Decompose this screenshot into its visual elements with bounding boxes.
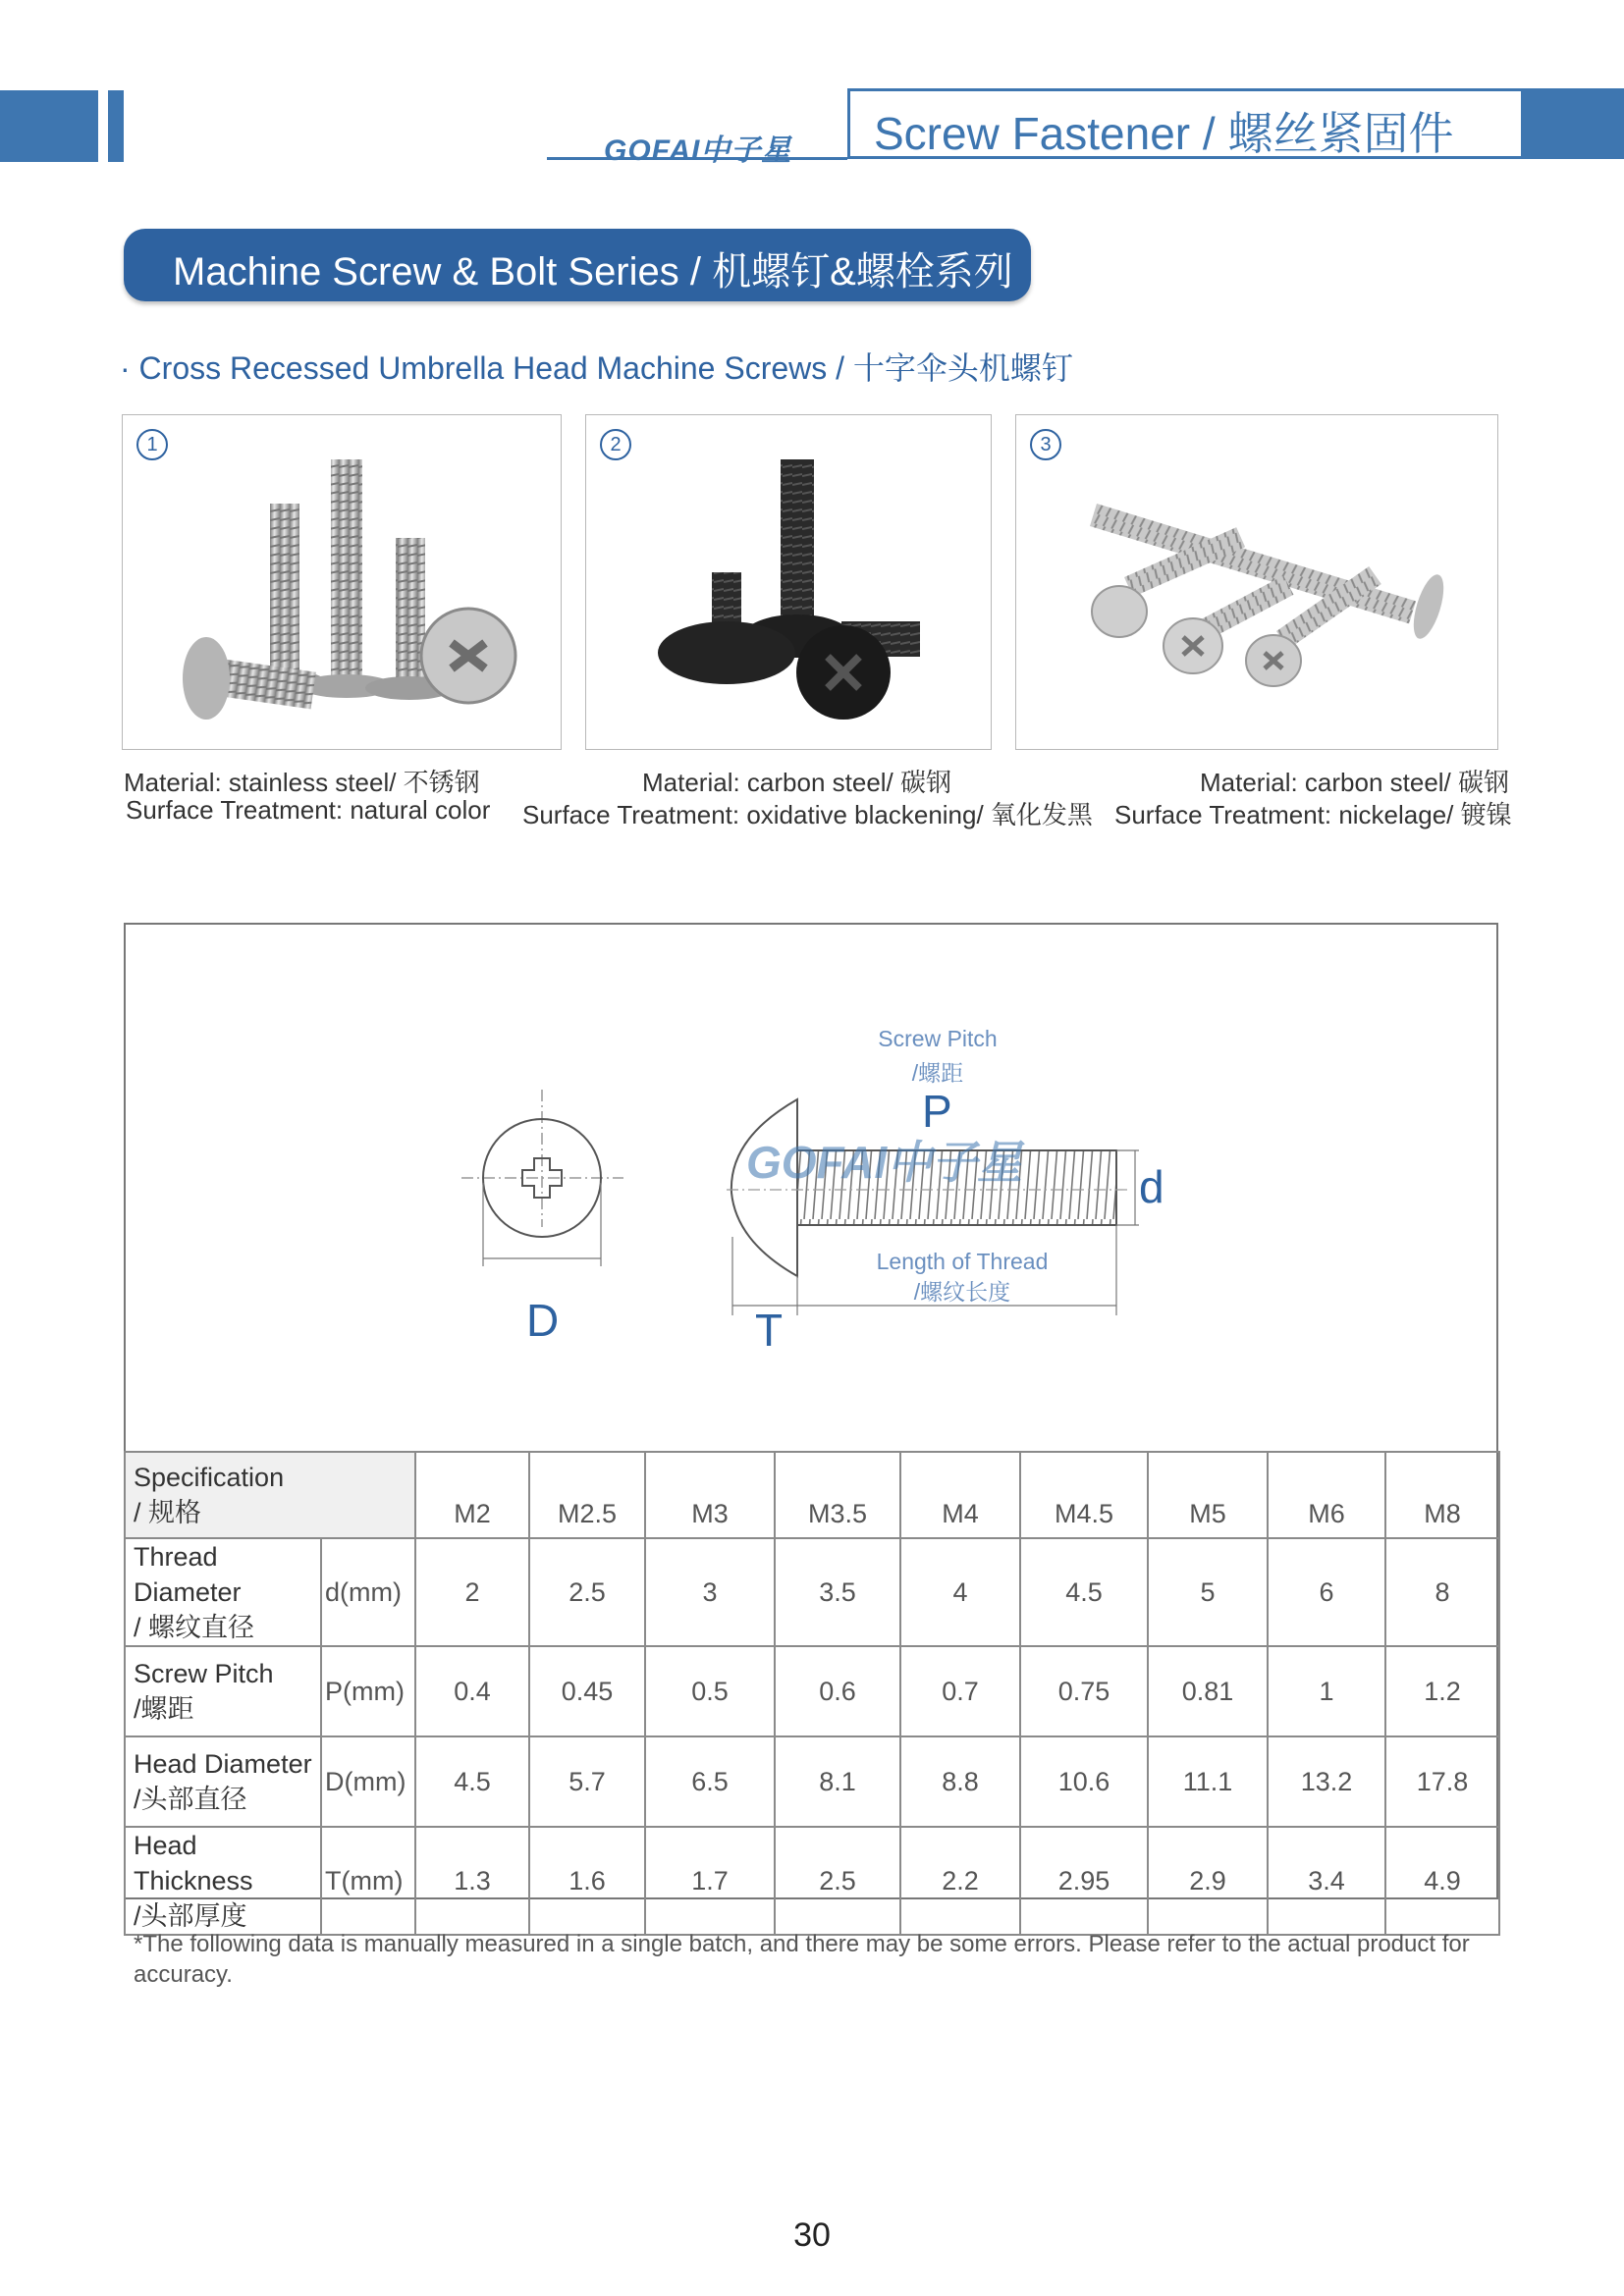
page-title: Screw Fastener / 螺丝紧固件 [874, 108, 1454, 159]
product-photo-3 [1015, 414, 1498, 750]
size-header: M2.5 [529, 1452, 645, 1538]
product-1-surface: Surface Treatment: natural color [126, 795, 491, 825]
size-header: M3 [645, 1452, 775, 1538]
product-subheading: · Cross Recessed Umbrella Head Machine Screws / 十字伞头机螺钉 [120, 350, 1073, 386]
row-unit: T(mm) [321, 1827, 415, 1935]
table-cell: 8 [1385, 1538, 1499, 1646]
row-label-en: Head Diameter [134, 1749, 312, 1779]
table-cell: 5 [1148, 1538, 1268, 1646]
table-cell: 6 [1268, 1538, 1385, 1646]
table-cell: 0.4 [415, 1646, 529, 1736]
row-label-en: Head Thickness [134, 1831, 253, 1896]
pitch-letter: P [922, 1086, 952, 1137]
row-label-en: Screw Pitch [134, 1659, 274, 1688]
spec-header-cn: / 规格 [134, 1498, 202, 1527]
table-cell: 0.6 [775, 1646, 900, 1736]
row-label-en: Thread Diameter [134, 1542, 242, 1607]
table-cell: 17.8 [1385, 1736, 1499, 1827]
brand-logo: GOFAI中子星 [604, 134, 792, 167]
table-cell: 0.7 [900, 1646, 1020, 1736]
product-2-material: Material: carbon steel/ 碳钢 [642, 768, 952, 797]
table-cell: 3 [645, 1538, 775, 1646]
table-cell: 3.5 [775, 1538, 900, 1646]
table-cell: 3.4 [1268, 1827, 1385, 1935]
row-unit: P(mm) [321, 1646, 415, 1736]
spec-header-cell [125, 1452, 415, 1538]
table-cell: 0.81 [1148, 1646, 1268, 1736]
section-title: Machine Screw & Bolt Series / 机螺钉&螺栓系列 [173, 250, 1013, 294]
size-header: M4.5 [1020, 1452, 1148, 1538]
table-cell: 1.3 [415, 1827, 529, 1935]
row-unit: d(mm) [321, 1538, 415, 1646]
table-cell: 4 [900, 1538, 1020, 1646]
row-unit: D(mm) [321, 1736, 415, 1827]
table-cell: 1.2 [1385, 1646, 1499, 1736]
table-cell: 8.8 [900, 1736, 1020, 1827]
row-label-cn: /头部直径 [134, 1785, 247, 1814]
header-accent-stripe [108, 90, 124, 162]
product-number-3: 3 [1030, 429, 1061, 460]
measurement-note: *The following data is manually measured in a single batch, and there may be some errors. Please refer to the actual product for accuracy. [134, 1931, 1470, 1988]
row-label-cn: /螺距 [134, 1694, 194, 1724]
table-cell: 2.9 [1148, 1827, 1268, 1935]
product-3-surface: Surface Treatment: nickelage/ 镀镍 [1114, 800, 1512, 829]
size-header: M3.5 [775, 1452, 900, 1538]
head-diameter-letter: D [526, 1295, 560, 1346]
table-cell: 0.45 [529, 1646, 645, 1736]
black-screws-photo-icon [586, 415, 992, 750]
row-label [125, 1736, 321, 1827]
size-header: M6 [1268, 1452, 1385, 1538]
pitch-label-cn: /螺距 [911, 1060, 964, 1086]
thread-diameter-letter: d [1139, 1161, 1164, 1212]
size-header: M8 [1385, 1452, 1499, 1538]
header-title-endcap [1521, 88, 1624, 159]
diagram-watermark: GOFAI中子星 [746, 1137, 1023, 1188]
table-cell: 2.95 [1020, 1827, 1148, 1935]
table-cell: 0.75 [1020, 1646, 1148, 1736]
row-label [125, 1646, 321, 1736]
size-header: M4 [900, 1452, 1020, 1538]
table-cell: 1.7 [645, 1827, 775, 1935]
thread-length-label-cn: /螺纹长度 [913, 1279, 1011, 1305]
row-label-cn: /头部厚度 [134, 1901, 247, 1931]
table-row-thread-diameter [125, 1538, 1499, 1646]
table-cell: 2.5 [529, 1538, 645, 1646]
table-row-head-thickness [125, 1827, 1499, 1935]
silver-screws-photo-icon [123, 415, 562, 750]
nickel-screws-photo-icon [1016, 415, 1498, 750]
row-label [125, 1538, 321, 1646]
product-number-1: 1 [136, 429, 168, 460]
table-row-head-diameter [125, 1736, 1499, 1827]
table-cell: 5.7 [529, 1736, 645, 1827]
thread-length-label-en: Length of Thread [876, 1249, 1049, 1274]
size-header: M2 [415, 1452, 529, 1538]
table-cell: 0.5 [645, 1646, 775, 1736]
table-cell: 10.6 [1020, 1736, 1148, 1827]
table-cell: 11.1 [1148, 1736, 1268, 1827]
table-cell: 2.2 [900, 1827, 1020, 1935]
row-label-cn: / 螺纹直径 [134, 1613, 255, 1642]
table-cell: 4.5 [415, 1736, 529, 1827]
table-cell: 4.5 [1020, 1538, 1148, 1646]
product-3-material: Material: carbon steel/ 碳钢 [1200, 768, 1510, 797]
table-row-screw-pitch [125, 1646, 1499, 1736]
product-photo-1 [122, 414, 562, 750]
spec-table [124, 1451, 1500, 1936]
product-photo-2 [585, 414, 992, 750]
header-accent-bar [0, 90, 98, 162]
spec-header-en: Specification [134, 1463, 285, 1492]
pitch-label-en: Screw Pitch [878, 1026, 998, 1051]
table-cell: 1.6 [529, 1827, 645, 1935]
table-cell: 2.5 [775, 1827, 900, 1935]
table-cell: 2 [415, 1538, 529, 1646]
product-number-2: 2 [600, 429, 631, 460]
table-cell: 4.9 [1385, 1827, 1499, 1935]
product-2-surface: Surface Treatment: oxidative blackening/ 氧化发黑 [522, 800, 1093, 829]
size-header: M5 [1148, 1452, 1268, 1538]
table-cell: 1 [1268, 1646, 1385, 1736]
table-cell: 6.5 [645, 1736, 775, 1827]
head-thickness-letter: T [755, 1305, 784, 1356]
product-1-material: Material: stainless steel/ 不锈钢 [124, 768, 480, 797]
table-cell: 8.1 [775, 1736, 900, 1827]
table-cell: 13.2 [1268, 1736, 1385, 1827]
table-header-row [125, 1452, 1499, 1538]
row-label [125, 1827, 321, 1935]
page-number: 30 [793, 2216, 831, 2254]
